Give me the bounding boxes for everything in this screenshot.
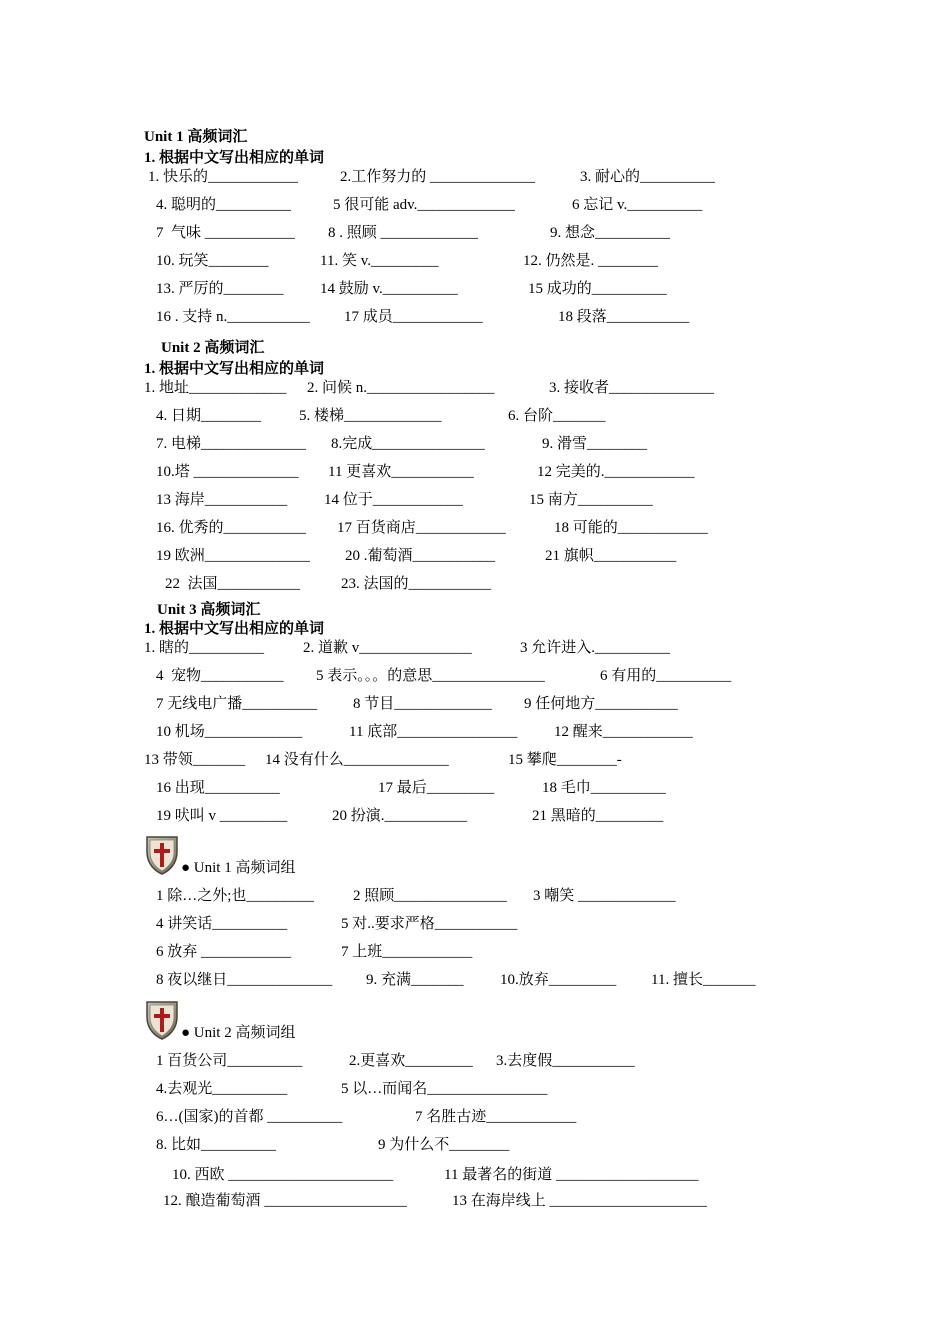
shield-cross-icon bbox=[145, 834, 179, 876]
phrase-item: 1 除…之外;也_________ bbox=[156, 888, 314, 904]
vocab-item: 2. 道歉 v_______________ bbox=[303, 640, 472, 656]
vocab-item: 4 宠物___________ bbox=[156, 668, 284, 684]
vocab-item: 1. 快乐的____________ bbox=[148, 169, 299, 185]
vocab-item: 3 允许进入.__________ bbox=[520, 640, 671, 656]
vocab-item: 8 节目_____________ bbox=[353, 696, 492, 712]
vocab-item: 15 攀爬________- bbox=[508, 752, 622, 768]
phrase-item: 3 嘲笑 _____________ bbox=[533, 888, 676, 904]
vocab-item: 7 气味 ____________ bbox=[156, 225, 295, 241]
phrases1-title: ● Unit 1 高频词组 bbox=[181, 860, 296, 876]
vocab-item: 11 底部________________ bbox=[349, 724, 518, 740]
vocab-item: 22 法国___________ bbox=[165, 576, 301, 592]
vocab-item: 21 旗帜___________ bbox=[545, 548, 677, 564]
phrases2-title: ● Unit 2 高频词组 bbox=[181, 1025, 296, 1041]
vocab-item: 2. 问候 n._________________ bbox=[307, 380, 495, 396]
vocab-item: 16. 优秀的___________ bbox=[156, 520, 307, 536]
vocab-item: 20 .葡萄酒___________ bbox=[345, 548, 496, 564]
vocab-item: 5 很可能 adv._____________ bbox=[333, 197, 515, 213]
unit1-subtitle: 1. 根据中文写出相应的单词 bbox=[144, 150, 325, 166]
phrase-item: 8 夜以继日______________ bbox=[156, 972, 333, 988]
vocab-item: 9. 想念__________ bbox=[550, 225, 671, 241]
vocab-item: 10.塔 ______________ bbox=[156, 464, 299, 480]
phrase-item: 6 放弃 ____________ bbox=[156, 944, 292, 960]
vocab-item: 23. 法国的___________ bbox=[341, 576, 492, 592]
vocab-item: 9. 滑雪________ bbox=[542, 436, 648, 452]
shield-cross-icon bbox=[145, 999, 179, 1041]
vocab-item: 7. 电梯______________ bbox=[156, 436, 307, 452]
vocab-item: 5. 楼梯_____________ bbox=[299, 408, 442, 424]
vocab-item: 16 . 支持 n.___________ bbox=[156, 309, 310, 325]
vocab-item: 6 忘记 v.__________ bbox=[572, 197, 703, 213]
vocab-item: 14 鼓励 v.__________ bbox=[320, 281, 458, 297]
phrase-item: 12. 酿造葡萄酒 ___________________ bbox=[163, 1193, 407, 1209]
vocab-item: 17 成员____________ bbox=[344, 309, 483, 325]
phrase-item: 11. 擅长_______ bbox=[651, 972, 756, 988]
vocab-item: 1. 地址_____________ bbox=[144, 380, 287, 396]
phrase-item: 3.去度假___________ bbox=[496, 1053, 635, 1069]
vocab-item: 19 吠叫 v _________ bbox=[156, 808, 288, 824]
vocab-item: 13 带领_______ bbox=[144, 752, 246, 768]
phrase-item: 2.更喜欢_________ bbox=[349, 1053, 473, 1069]
unit2-title: Unit 2 高频词汇 bbox=[161, 340, 265, 356]
vocab-item: 12 完美的.____________ bbox=[537, 464, 695, 480]
vocab-item: 6 有用的__________ bbox=[600, 668, 732, 684]
phrase-item: 4 讲笑话__________ bbox=[156, 916, 288, 932]
vocab-item: 11 更喜欢___________ bbox=[328, 464, 474, 480]
phrase-item: 9. 充满_______ bbox=[366, 972, 464, 988]
vocab-item: 14 没有什么______________ bbox=[265, 752, 449, 768]
unit3-subtitle: 1. 根据中文写出相应的单词 bbox=[144, 621, 325, 637]
vocab-item: 12 醒来____________ bbox=[554, 724, 693, 740]
phrase-item: 4.去观光__________ bbox=[156, 1081, 288, 1097]
vocab-item: 4. 日期________ bbox=[156, 408, 262, 424]
phrase-item: 10. 西欧 ______________________ bbox=[172, 1167, 394, 1183]
vocab-item: 21 黑暗的_________ bbox=[532, 808, 664, 824]
vocab-item: 18 段落___________ bbox=[558, 309, 690, 325]
vocab-item: 10 机场_____________ bbox=[156, 724, 303, 740]
vocab-item: 8.完成_______________ bbox=[331, 436, 485, 452]
vocab-item: 16 出现__________ bbox=[156, 780, 280, 796]
unit2-subtitle: 1. 根据中文写出相应的单词 bbox=[144, 361, 325, 377]
vocab-item: 4. 聪明的__________ bbox=[156, 197, 292, 213]
vocab-item: 12. 仍然是. ________ bbox=[523, 253, 659, 269]
phrase-item: 5 对..要求严格___________ bbox=[341, 916, 518, 932]
vocab-item: 11. 笑 v._________ bbox=[320, 253, 439, 269]
phrase-item: 9 为什么不________ bbox=[378, 1137, 510, 1153]
phrase-item: 13 在海岸线上 _____________________ bbox=[452, 1193, 708, 1209]
phrase-item: 8. 比如__________ bbox=[156, 1137, 277, 1153]
phrase-item: 11 最著名的街道 ___________________ bbox=[444, 1167, 699, 1183]
vocab-item: 13. 严厉的________ bbox=[156, 281, 284, 297]
vocab-item: 3. 接收者______________ bbox=[549, 380, 715, 396]
vocab-item: 13 海岸___________ bbox=[156, 492, 288, 508]
vocab-item: 19 欧洲______________ bbox=[156, 548, 310, 564]
phrase-item: 2 照顾_______________ bbox=[353, 888, 507, 904]
unit1-title: Unit 1 高频词汇 bbox=[144, 129, 248, 145]
vocab-item: 14 位于____________ bbox=[324, 492, 463, 508]
phrases2-row-6 bbox=[0, 1191, 708, 1271]
vocab-item: 15 成功的__________ bbox=[528, 281, 667, 297]
vocab-item: 10. 玩笑________ bbox=[156, 253, 269, 269]
vocab-item: 18 可能的____________ bbox=[554, 520, 708, 536]
vocab-item: 9 任何地方___________ bbox=[524, 696, 678, 712]
phrase-item: 6…(国家)的首都 __________ bbox=[156, 1109, 343, 1125]
vocab-item: 17 百货商店____________ bbox=[337, 520, 506, 536]
vocab-item: 1. 瞎的__________ bbox=[144, 640, 265, 656]
phrase-item: 10.放弃_________ bbox=[500, 972, 617, 988]
phrase-item: 1 百货公司__________ bbox=[156, 1053, 303, 1069]
vocab-item: 8 . 照顾 _____________ bbox=[328, 225, 479, 241]
vocab-item: 20 扮演.___________ bbox=[332, 808, 468, 824]
vocab-item: 7 无线电广播__________ bbox=[156, 696, 318, 712]
vocab-item: 5 表示。。。的意思_______________ bbox=[316, 668, 545, 684]
vocab-item: 17 最后_________ bbox=[378, 780, 495, 796]
phrase-item: 7 名胜古迹____________ bbox=[415, 1109, 577, 1125]
vocab-item: 15 南方__________ bbox=[529, 492, 653, 508]
vocab-item: 3. 耐心的__________ bbox=[580, 169, 716, 185]
vocab-item: 2.工作努力的 ______________ bbox=[340, 169, 536, 185]
vocab-item: 18 毛巾__________ bbox=[542, 780, 666, 796]
phrase-item: 7 上班____________ bbox=[341, 944, 473, 960]
vocab-item: 6. 台阶_______ bbox=[508, 408, 606, 424]
unit3-title: Unit 3 高频词汇 bbox=[157, 602, 261, 618]
phrase-item: 5 以…而闻名________________ bbox=[341, 1081, 548, 1097]
